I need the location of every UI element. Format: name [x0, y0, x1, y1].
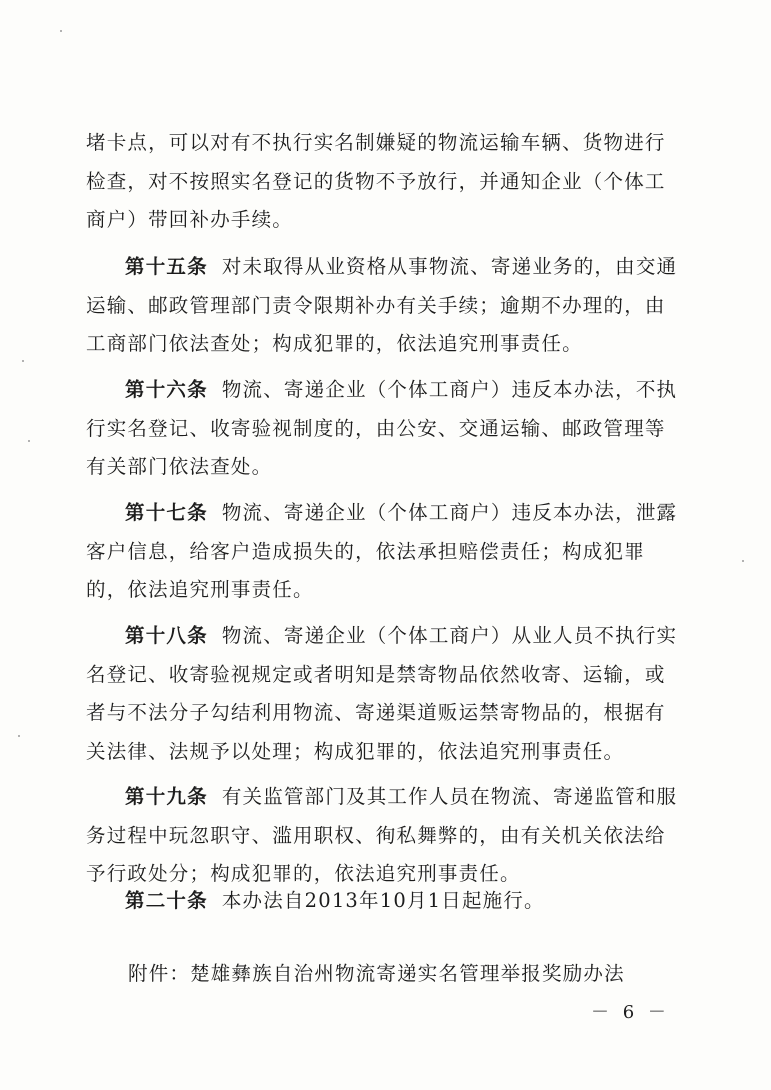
- article-15-text: 对未取得从业资格从事物流、寄递业务的，由交通运输、邮政管理部门责令限期补办有关手续；逾期不办理的，由工商部门依法查处；构成犯罪的，依法追究刑事责任。: [86, 255, 678, 355]
- article-17-label: 第十七条: [125, 501, 208, 524]
- article-18: [86, 617, 686, 771]
- article-20: [86, 882, 686, 921]
- continuation-text: 堵卡点，可以对有不执行实名制嫌疑的物流运输车辆、货物进行检查，对不按照实名登记的货物不予放行，并通知企业（个体工商户）带回补办手续。: [86, 131, 666, 231]
- article-15: [86, 248, 686, 364]
- scan-speck: [742, 560, 744, 562]
- article-20-text: 本办法自2013年10月1日起施行。: [221, 889, 545, 912]
- continuation-paragraph: [86, 124, 686, 240]
- scan-speck: [18, 735, 20, 737]
- article-16-label: 第十六条: [125, 378, 208, 401]
- article-18-label: 第十八条: [125, 624, 208, 647]
- article-19-text: 有关监管部门及其工作人员在物流、寄递监管和服务过程中玩忽职守、滥用职权、徇私舞弊的，由有关机关依法给予行政处分；构成犯罪的，依法追究刑事责任。: [86, 785, 678, 885]
- page-number: － 6 －: [591, 1002, 670, 1023]
- article-15-label: 第十五条: [125, 255, 208, 278]
- article-18-text: 物流、寄递企业（个体工商户）从业人员不执行实名登记、收寄验视规定或者明知是禁寄物品依然收寄、运输，或者与不法分子勾结利用物流、寄递渠道贩运禁寄物品的，根据有关法律、法规予以处理；构成犯罪的，依法追究刑事责任。: [86, 624, 678, 763]
- scan-speck: [60, 30, 62, 32]
- scan-speck: [28, 440, 30, 442]
- article-17-text: 物流、寄递企业（个体工商户）违反本办法，泄露客户信息，给客户造成损失的，依法承担赔偿责任；构成犯罪的，依法追究刑事责任。: [86, 501, 678, 601]
- article-20-label: 第二十条: [125, 889, 208, 912]
- article-19: [86, 778, 686, 894]
- article-19-label: 第十九条: [125, 785, 208, 808]
- scan-speck: [22, 360, 24, 362]
- attachment-line: 附件：楚雄彝族自治州物流寄递实名管理举报奖励办法: [128, 962, 625, 985]
- article-16: [86, 371, 686, 487]
- article-16-text: 物流、寄递企业（个体工商户）违反本办法，不执行实名登记、收寄验视制度的，由公安、交通运输、邮政管理等有关部门依法查处。: [86, 378, 678, 478]
- article-17: [86, 494, 686, 610]
